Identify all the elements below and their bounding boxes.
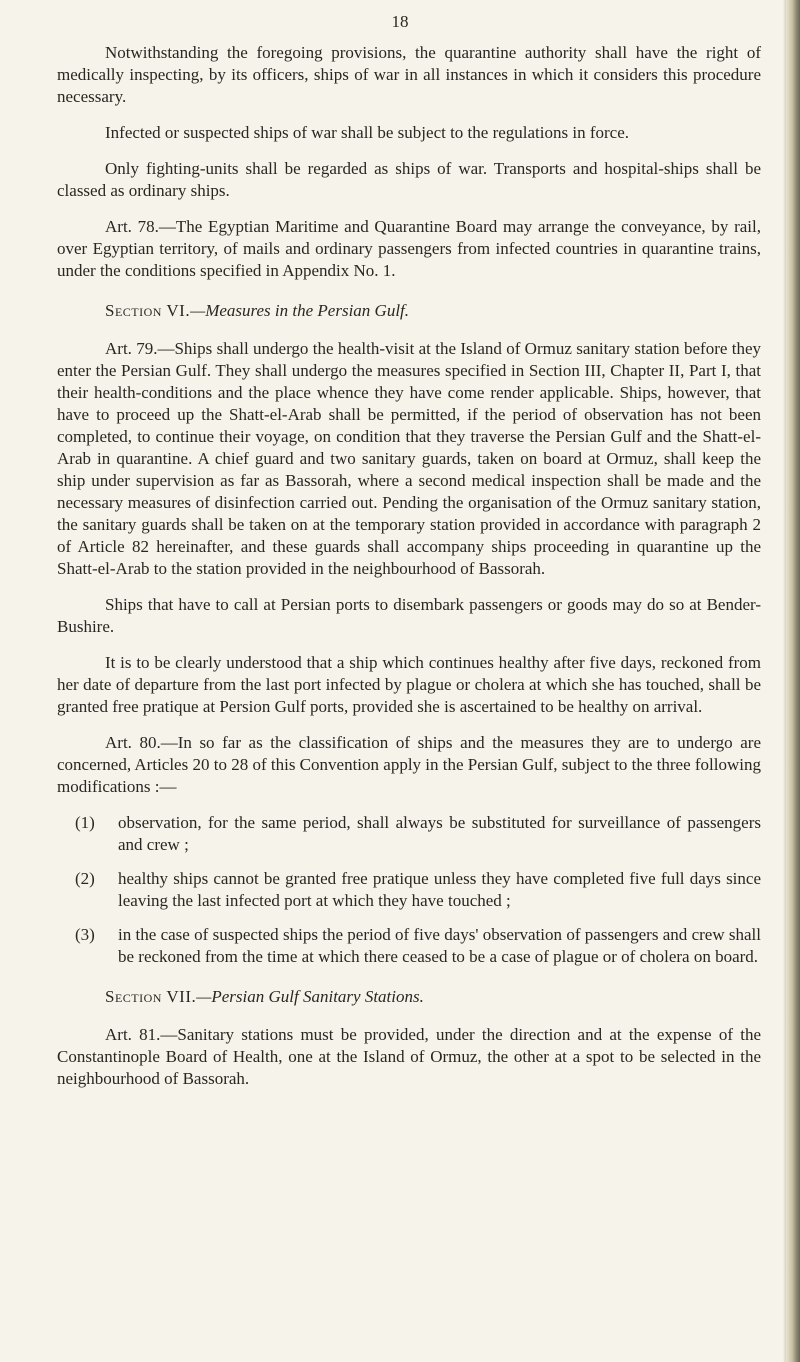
paragraph-infected-ships-of-war: Infected or suspected ships of war shall be subject to the regulations in force.	[105, 123, 630, 142]
list-item	[57, 812, 761, 856]
paragraph-free-pratique: It is to be clearly understood that a ship which continues healthy after five days, reckoned from her date of departure from the last port infected by plague or cholera at which she has touched, shall be granted free pratique at Persion Gulf ports, provided she is ascertained to be healthy on arrival.	[57, 653, 761, 716]
page-binding-edge	[786, 0, 800, 1362]
list-item-number: (1)	[75, 813, 95, 832]
paragraph-art-80: Art. 80.—In so far as the classification of ships and the measures they are to undergo are concerned, Articles 20 to 28 of this Convention apply in the Persian Gulf, subject to the three following modifications :—	[57, 733, 761, 796]
list-item-number: (2)	[75, 869, 95, 888]
paragraph-bender-bushire: Ships that have to call at Persian ports to disembark passengers or goods may do so at Bender-Bushire.	[57, 595, 761, 636]
section-title: —Measures in the Persian Gulf.	[190, 301, 410, 320]
paragraph-art-81: Art. 81.—Sanitary stations must be provided, under the direction and at the expense of the Constantinople Board of Health, one at the Island of Ormuz, the other at a spot to be selected in the neighbourhood of Bassorah.	[57, 1025, 761, 1088]
section-label: Section VI.	[105, 301, 191, 320]
list-item-text: in the case of suspected ships the period of five days' observation of passengers and crew shall be reckoned from the time at which there ceased to be a case of plague or of cholera on board.	[118, 925, 761, 966]
list-item-text: healthy ships cannot be granted free pratique unless they have completed five full days since leaving the last infected port at which they have touched ;	[118, 869, 761, 910]
paragraph-ships-of-war-inspection: Notwithstanding the foregoing provisions, the quarantine authority shall have the right of medically inspecting, by its officers, ships of war in all instances in which it considers this procedure necessary.	[57, 43, 761, 106]
paragraph-art-78: Art. 78.—The Egyptian Maritime and Quarantine Board may arrange the conveyance, by rail, over Egyptian territory, of mails and ordinary passengers from infected countries in quarantine trains, under the conditions specified in Appendix No. 1.	[57, 217, 761, 280]
list-item	[57, 868, 761, 912]
page-number: 18	[391, 12, 409, 31]
list-item-text: observation, for the same period, shall always be substituted for surveillance of passengers and crew ;	[118, 813, 761, 854]
section-label: Section VII.	[105, 987, 197, 1006]
document-body	[57, 42, 761, 1104]
paragraph-fighting-units: Only fighting-units shall be regarded as ships of war. Transports and hospital-ships shall be classed as ordinary ships.	[57, 159, 761, 200]
modifications-list	[57, 812, 761, 968]
paragraph-art-79: Art. 79.—Ships shall undergo the health-visit at the Island of Ormuz sanitary station before they enter the Persian Gulf. They shall undergo the measures specified in Section III, Chapter II, Part I, that their health-conditions and the place whence they have come render applicable. Ships, however, that have to proceed up the Shatt-el-Arab shall be permitted, if the period of observation has not been completed, to continue their voyage, on condition that they traverse the Persian Gulf and the Shatt-el-Arab in quarantine. A chief guard and two sanitary guards, taken on board at Ormuz, shall keep the ship under supervision as far as Bassorah, where a second medical inspection shall be made and the necessary measures of disinfection carried out. Pending the organisation of the Ormuz sanitary station, the sanitary guards shall be taken on at the temporary station provided in accordance with paragraph 2 of Article 82 hereinafter, and these guards shall accompany ships proceeding in quarantine up the Shatt-el-Arab to the station provided in the neighbourhood of Bassorah.	[57, 339, 761, 578]
list-item-number: (3)	[75, 925, 95, 944]
section-heading-vii	[57, 986, 761, 1008]
section-title: —Persian Gulf Sanitary Stations.	[196, 987, 424, 1006]
section-heading-vi	[57, 300, 761, 322]
list-item	[57, 924, 761, 968]
